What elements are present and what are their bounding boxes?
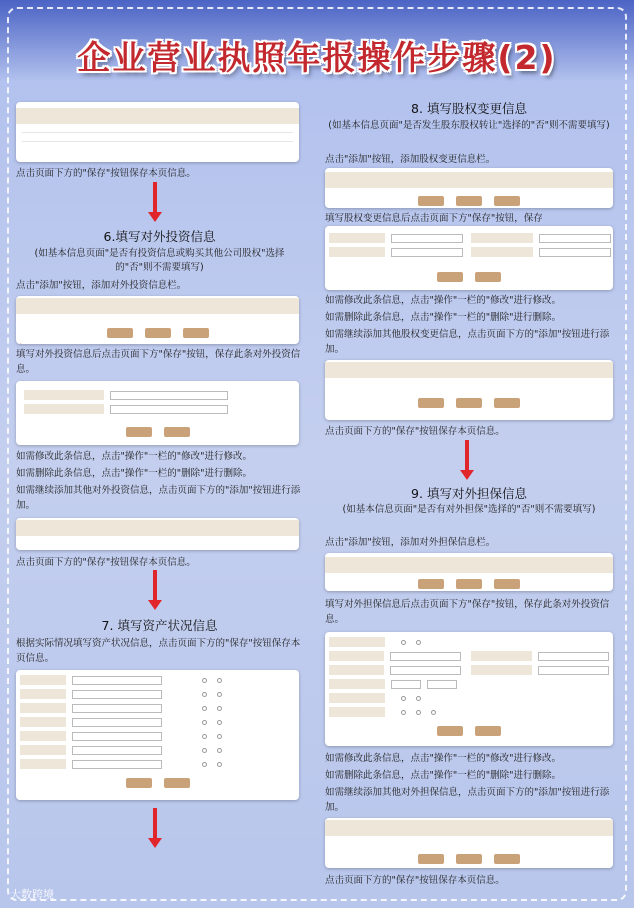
section-9-heading: 9. 填写对外担保信息 xyxy=(411,486,527,501)
section-9-save: 点击页面下方的"保存"按钮保存本页信息。 xyxy=(325,875,505,886)
section-8-note: (如基本信息页面"是否发生股东股权转让"选择的"否"则不需要填写) xyxy=(328,120,610,131)
section-6-edit-1: 如需修改此条信息，点击"操作"一栏的"修改"进行修改。 xyxy=(16,451,252,462)
arrow-down-icon xyxy=(462,440,472,480)
section-8-heading: 8. 填写股权变更信息 xyxy=(411,101,527,116)
watermark-logo: 大数跨境 xyxy=(10,888,54,901)
section-6-edit-3: 如需继续添加其他对外投资信息，点击页面下方的"添加"按钮进行添加。 xyxy=(16,485,301,511)
section-8-edit-3: 如需继续添加其他股权变更信息，点击页面下方的"添加"按钮进行添加。 xyxy=(325,329,610,355)
section-7-text: 根据实际情况填写资产状况信息，点击页面下方的"保存"按钮保存本页信息。 xyxy=(16,638,301,664)
section-6-note: (如基本信息页面"是否有投资信息或购买其他公司股权"选择的"否"则不需要填写) xyxy=(34,248,285,273)
screenshot-guarantee-form xyxy=(325,632,613,746)
screenshot-guarantee-list xyxy=(325,818,613,868)
section-9-edit-1: 如需修改此条信息，点击"操作"一栏的"修改"进行修改。 xyxy=(325,753,561,764)
section-6-heading: 6.填写对外投资信息 xyxy=(103,229,216,244)
arrow-down-icon xyxy=(150,182,160,222)
page-title: 企业营业执照年报操作步骤(2) xyxy=(77,38,557,77)
screenshot-investment-list xyxy=(16,518,299,550)
arrow-down-icon xyxy=(150,808,160,848)
section-9-note: (如基本信息页面"是否有对外担保"选择的"否"则不需要填写) xyxy=(342,504,596,515)
section-8-save: 点击页面下方的"保存"按钮保存本页信息。 xyxy=(325,426,505,437)
screenshot-equity-add xyxy=(325,168,613,208)
screenshot-guarantee-add xyxy=(325,553,613,591)
screenshot-asset-form xyxy=(16,670,299,800)
section-9-edit-2: 如需删除此条信息，点击"操作"一栏的"删除"进行删除。 xyxy=(325,770,561,781)
section-6-add: 点击"添加"按钮，添加对外投资信息栏。 xyxy=(16,280,187,291)
section-8-edit-1: 如需修改此条信息，点击"操作"一栏的"修改"进行修改。 xyxy=(325,295,561,306)
screenshot-investment-add: · xyxy=(16,296,299,344)
section-8-edit-2: 如需删除此条信息，点击"操作"一栏的"删除"进行删除。 xyxy=(325,312,561,323)
section-9-edit-3: 如需继续添加其他对外担保信息，点击页面下方的"添加"按钮进行添加。 xyxy=(325,787,610,813)
screenshot-equity-form xyxy=(325,226,613,290)
screenshot-contribution-table xyxy=(16,102,299,162)
section-8-fill: 填写股权变更信息后点击页面下方"保存"按钮，保存 xyxy=(325,213,543,224)
screenshot-equity-list xyxy=(325,360,613,420)
section-6-save: 点击页面下方的"保存"按钮保存本页信息。 xyxy=(16,557,196,568)
arrow-down-icon xyxy=(150,570,160,610)
section-6-fill: 填写对外投资信息后点击页面下方"保存"按钮，保存此条对外投资信息。 xyxy=(16,349,301,375)
section-6-edit-2: 如需删除此条信息，点击"操作"一栏的"删除"进行删除。 xyxy=(16,468,252,479)
section-7-heading: 7. 填写资产状况信息 xyxy=(101,618,218,633)
section-8-add: 点击"添加"按钮，添加股权变更信息栏。 xyxy=(325,154,496,165)
section-9-add: 点击"添加"按钮，添加对外担保信息栏。 xyxy=(325,537,496,548)
screenshot-investment-form xyxy=(16,381,299,445)
save-instruction-1: 点击页面下方的"保存"按钮保存本页信息。 xyxy=(16,168,196,179)
section-9-fill: 填写对外担保信息后点击页面下方"保存"按钮，保存此条对外投资信息。 xyxy=(325,599,610,625)
